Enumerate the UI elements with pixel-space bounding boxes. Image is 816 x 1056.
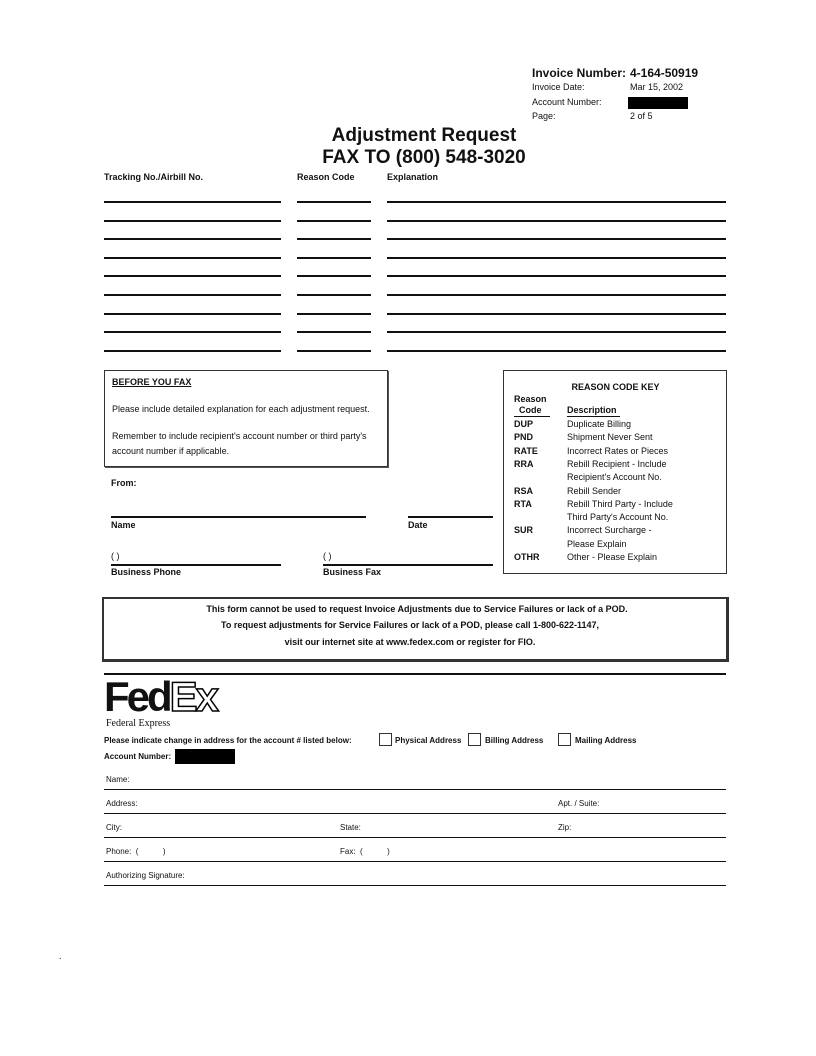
invoice-number-label: Invoice Number: [532,66,627,80]
business-fax-label: Business Fax [323,567,382,577]
billing-address-checkbox[interactable] [468,733,481,746]
city-label: City: [106,823,122,832]
fax-label: Fax: ( ) [340,847,390,856]
reason-code-field[interactable] [297,257,371,259]
date-label: Date [408,520,428,530]
address-label: Address: [106,799,138,808]
signature-label: Authorizing Signature: [106,871,185,880]
before-you-fax-text: account number if applicable. [112,446,230,456]
tracking-field[interactable] [104,331,281,333]
notice-text: To request adjustments for Service Failures or lack of a POD, please call 1-800-622-1147, [221,620,599,630]
reason-description: Other - Please Explain [567,552,658,562]
billing-address-label: Billing Address [485,736,544,745]
name-label: Name [111,520,136,530]
tracking-field[interactable] [104,220,281,222]
account-number-label: Account Number: [104,752,172,761]
tracking-field[interactable] [104,275,281,277]
name-field[interactable] [111,516,366,518]
redacted-account-number [175,749,235,764]
invoice-date: Mar 15, 2002 [630,82,684,92]
invoice-number: 4-164-50919 [630,66,699,80]
city-field[interactable] [104,837,726,838]
explanation-column-header: Explanation [387,172,439,182]
tracking-field[interactable] [104,294,281,296]
explanation-field[interactable] [387,275,726,277]
business-phone-label: Business Phone [111,567,182,577]
reason-description: Rebill Sender [567,485,622,496]
reason-description: Duplicate Billing [567,419,632,429]
reason-description: Rebill Third Party - Include [567,498,673,509]
fax-paren: ( ) [323,551,332,561]
physical-address-checkbox[interactable] [379,733,392,746]
reason-description: Please Explain [567,538,627,549]
explanation-field[interactable] [387,294,726,296]
fedex-logo: FedEx [104,673,218,720]
tracking-field[interactable] [104,350,281,352]
reason-code: RSA [514,485,534,496]
reason-code-key-title: REASON CODE KEY [571,382,660,392]
tracking-field[interactable] [104,257,281,259]
date-field[interactable] [408,516,493,518]
tracking-field[interactable] [104,238,281,240]
zip-label: Zip: [558,823,572,832]
address-field[interactable] [104,813,726,814]
name-label: Name: [106,775,130,784]
explanation-field[interactable] [387,331,726,333]
apt-suite-label: Apt. / Suite: [558,799,600,808]
explanation-field[interactable] [387,220,726,222]
tracking-field[interactable] [104,313,281,315]
footer-mark: . [59,951,62,961]
reason-code-header: Reason [514,394,547,404]
reason-description: Shipment Never Sent [567,432,653,443]
reason-column-header: Reason Code [297,172,355,182]
reason-code: RRA [514,458,534,469]
phone-field[interactable] [104,861,726,862]
reason-code-header: Code [519,405,542,415]
tracking-column-header: Tracking No./Airbill No. [104,172,204,182]
reason-description: Rebill Recipient - Include [567,458,667,469]
reason-code: OTHR [514,552,540,562]
reason-code-field[interactable] [297,220,371,222]
reason-description: Recipient's Account No. [567,472,662,483]
reason-code-field[interactable] [297,313,371,315]
before-you-fax-heading: BEFORE YOU FAX [112,377,192,387]
account-number-label: Account Number: [532,97,602,107]
reason-description: Incorrect Surcharge - [567,525,652,536]
state-label: State: [340,823,361,832]
business-phone-field[interactable] [111,564,281,566]
reason-code-field[interactable] [297,201,371,203]
reason-code-field[interactable] [297,275,371,277]
address-change-prompt: Please indicate change in address for the account # listed below: [104,736,352,745]
page-title: Adjustment Request [331,125,517,146]
fax-number-title: FAX TO (800) 548-3020 [322,147,526,168]
notice-text: This form cannot be used to request Invoice Adjustments due to Service Failures or lack of a POD. [206,604,628,614]
reason-description: Third Party's Account No. [567,512,669,523]
before-you-fax-text: Please include detailed explanation for each adjustment request. [112,404,370,414]
reason-code-field[interactable] [297,350,371,352]
signature-field[interactable] [104,885,726,886]
mailing-address-checkbox[interactable] [558,733,571,746]
physical-address-label: Physical Address [395,736,462,745]
description-header: Description [567,405,617,415]
reason-description: Incorrect Rates or Pieces [567,445,669,456]
divider [514,416,550,417]
reason-code-field[interactable] [297,294,371,296]
reason-code: SUR [514,525,534,536]
redacted-account-number [628,97,688,109]
invoice-date-label: Invoice Date: [532,82,585,92]
reason-code: DUP [514,419,534,429]
reason-code: RATE [514,445,538,456]
explanation-field[interactable] [387,238,726,240]
page-label: Page: [532,111,556,121]
notice-text: visit our internet site at www.fedex.com or register for FIO. [284,637,536,647]
page-number: 2 of 5 [630,111,653,121]
phone-paren: ( ) [111,551,120,561]
business-fax-field[interactable] [323,564,493,566]
phone-label: Phone: ( ) [106,847,166,856]
fedex-logo-subtitle: Federal Express [106,718,171,729]
reason-code: PND [514,432,534,443]
reason-code: RTA [514,498,532,509]
explanation-field[interactable] [387,257,726,259]
before-you-fax-text: Remember to include recipient's account number or third party's [112,431,367,441]
name-field[interactable] [104,789,726,790]
reason-code-field[interactable] [297,238,371,240]
explanation-field[interactable] [387,350,726,352]
explanation-field[interactable] [387,313,726,315]
reason-code-field[interactable] [297,331,371,333]
divider [567,416,620,417]
from-label: From: [111,478,137,488]
tracking-field[interactable] [104,201,281,203]
mailing-address-label: Mailing Address [575,736,637,745]
explanation-field[interactable] [387,201,726,203]
